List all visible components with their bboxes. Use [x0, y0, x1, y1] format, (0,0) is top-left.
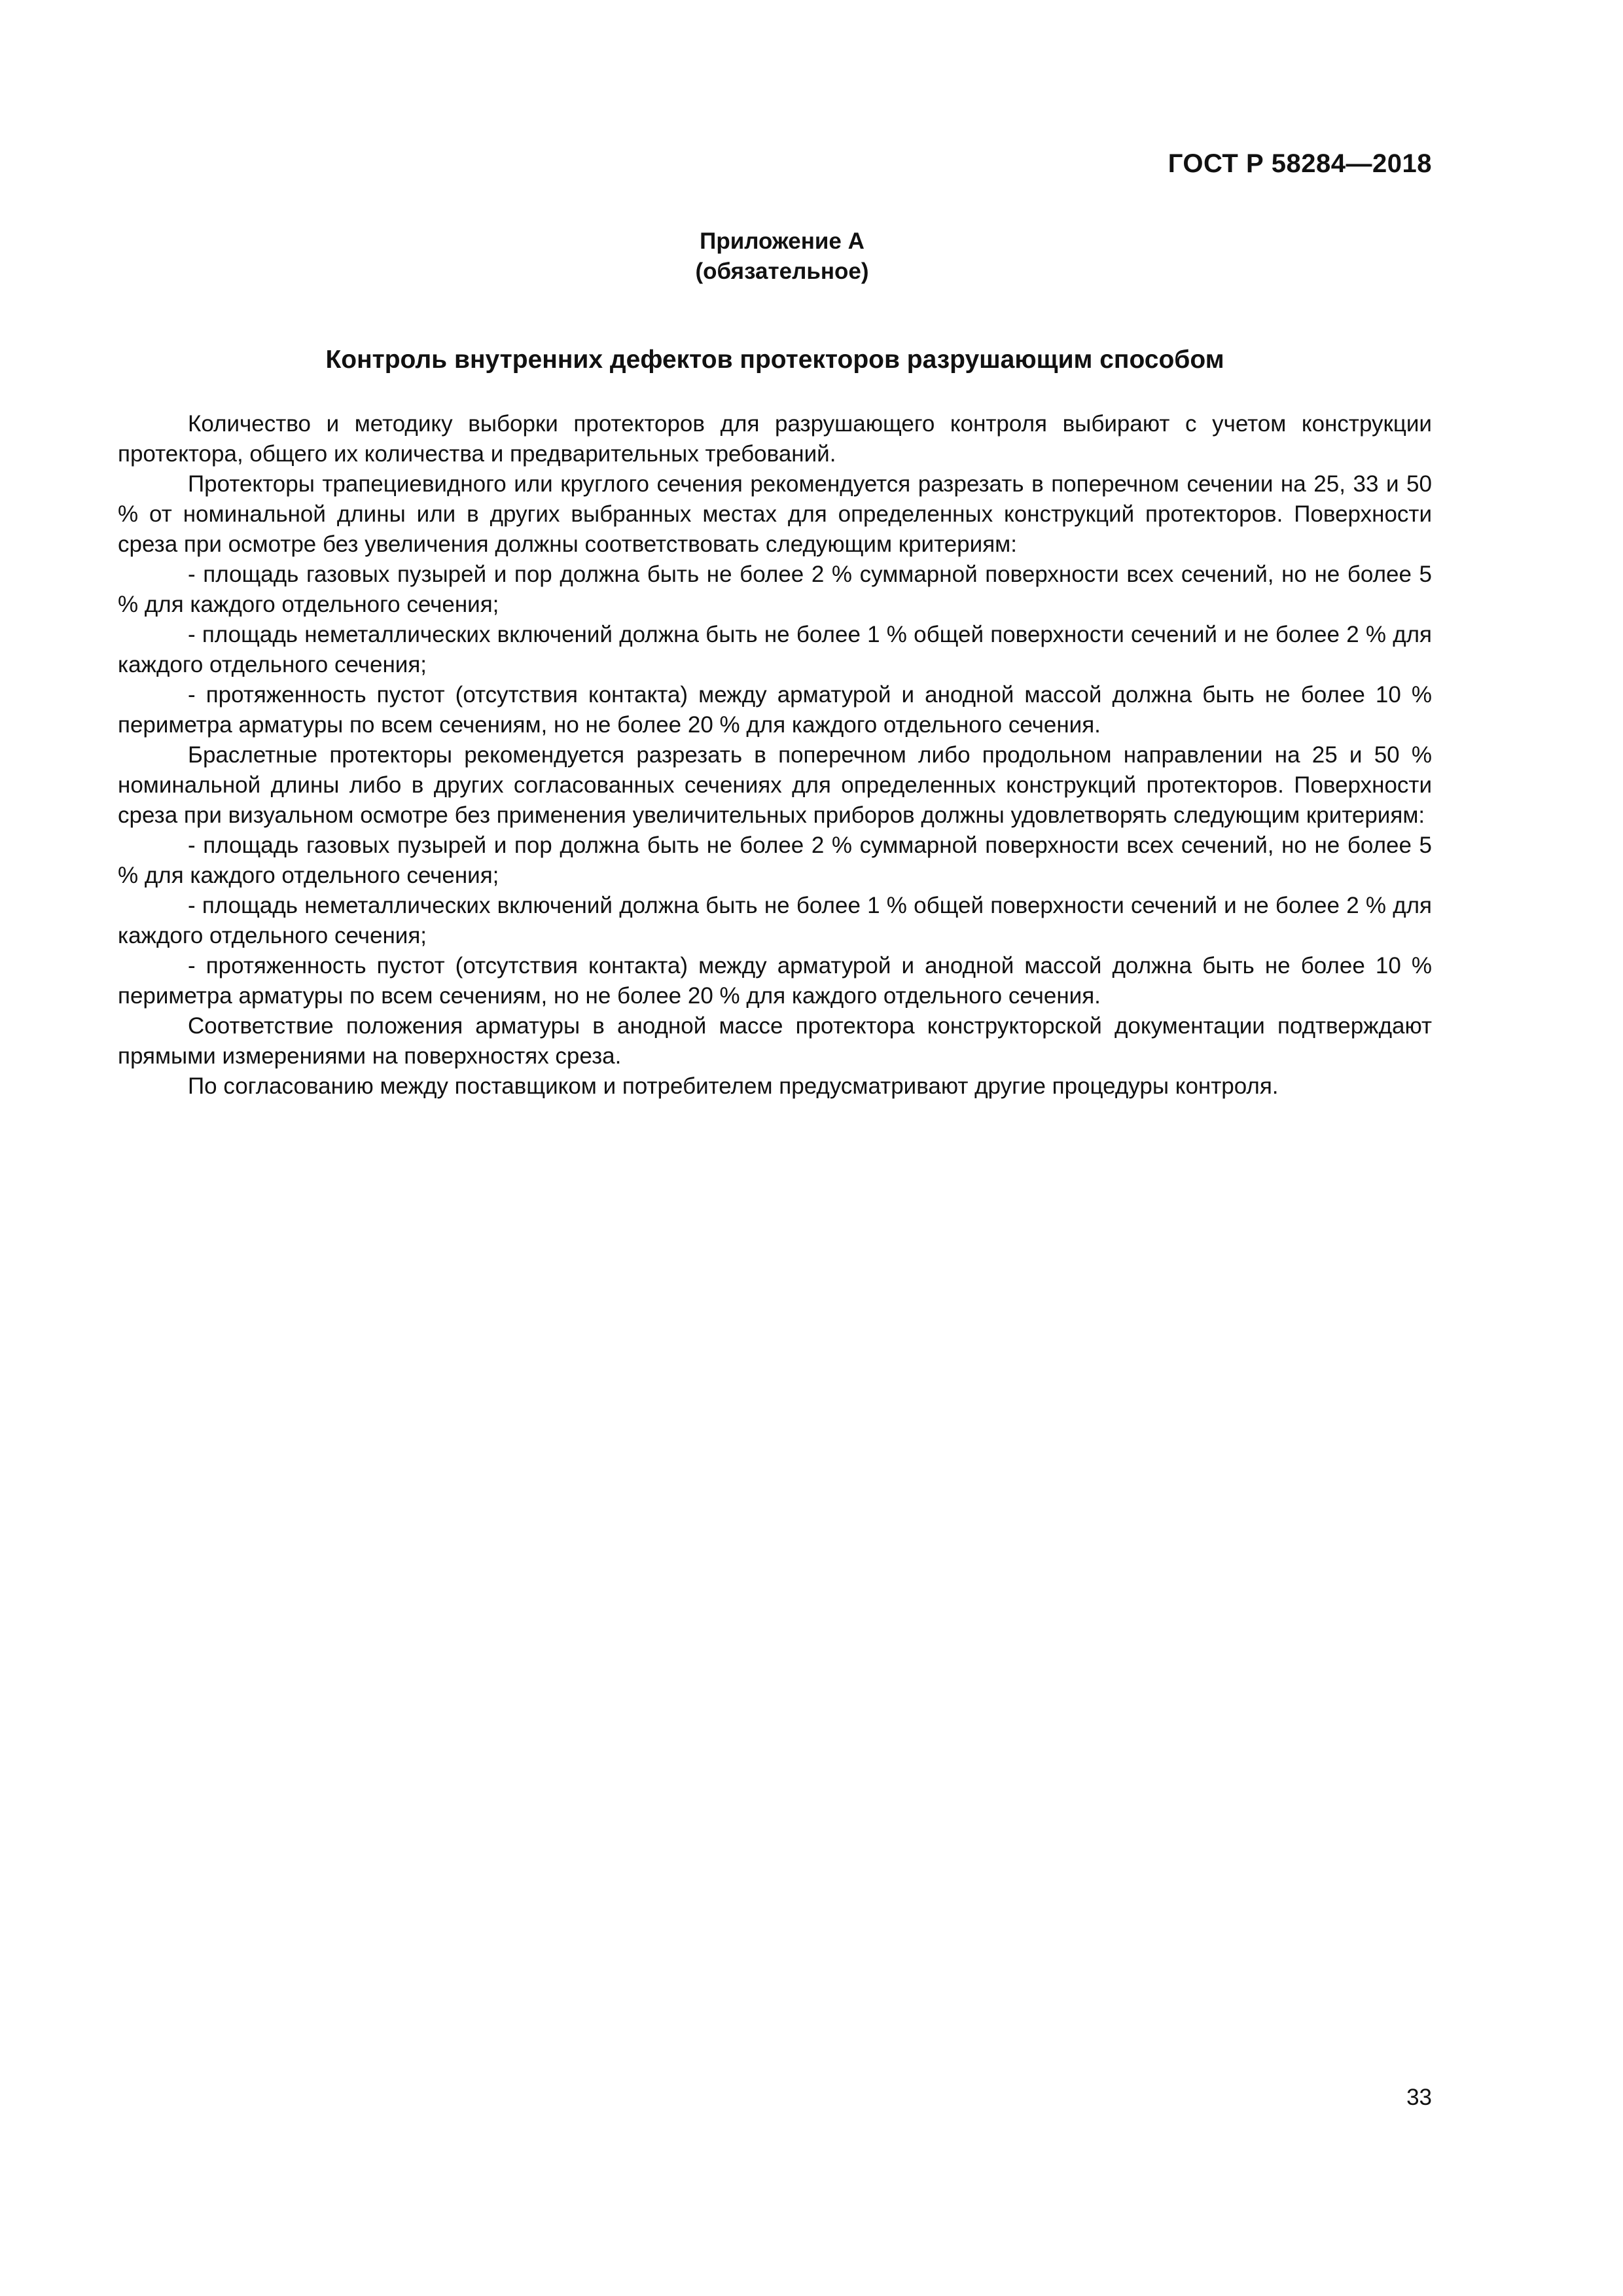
annex-status: (обязательное) — [695, 259, 869, 284]
list-item: - площадь неметаллических включений должна быть не более 1 % общей поверхности сечений и не более 2 % для каждого отдельного сечения; — [118, 622, 1432, 677]
list-item: - протяженность пустот (отсутствия контакта) между арматурой и анодной массой должна быть не более 10 % периметра арматуры по всем сечениям, но не более 20 % для каждого отдельного сечения. — [118, 953, 1432, 1009]
list-item: - площадь газовых пузырей и пор должна быть не более 2 % суммарной поверхности всех сечений, но не более 5 % для каждого отдельного сечения; — [118, 833, 1432, 888]
paragraph: По согласованию между поставщиком и потребителем предусматривают другие процедуры контроля. — [188, 1073, 1279, 1099]
list-item: - протяженность пустот (отсутствия контакта) между арматурой и анодной массой должна быть не более 10 % периметра арматуры по всем сечениям, но не более 20 % для каждого отдельного сечения. — [118, 682, 1432, 738]
paragraph: Протекторы трапециевидного или круглого сечения рекомендуется разрезать в поперечном сечении на 25, 33 и 50 % от номинальной длины или в других выбранных местах для определенных конструкций протекторов. Поверхности среза при осмотре без увеличения должны соответствовать следующим критериям: — [118, 471, 1432, 557]
paragraph: Браслетные протекторы рекомендуется разрезать в поперечном либо продольном направлении на 25 и 50 % номинальной длины либо в других согласованных сечениях для определенных конструкций протекторов. Поверхности среза при визуальном осмотре без применения увеличительных приборов должны удовлетворять следующим критериям: — [118, 742, 1432, 828]
annex-heading — [0, 226, 1564, 287]
list-item: - площадь неметаллических включений должна быть не более 1 % общей поверхности сечений и не более 2 % для каждого отдельного сечения; — [118, 893, 1432, 948]
annex-title: Контроль внутренних дефектов протекторов разрушающим способом — [325, 346, 1224, 374]
page-number: 33 — [1406, 2085, 1432, 2110]
annex-body — [118, 409, 1432, 1102]
annex-label: Приложение А — [700, 228, 865, 254]
paragraph: Количество и методику выборки протекторов для разрушающего контроля выбирают с учетом конструкции протектора, общего их количества и предварительных требований. — [118, 411, 1432, 467]
list-item: - площадь газовых пузырей и пор должна быть не более 2 % суммарной поверхности всех сечений, но не более 5 % для каждого отдельного сечения; — [118, 562, 1432, 617]
document-code: ГОСТ Р 58284—2018 — [1168, 149, 1432, 178]
paragraph: Соответствие положения арматуры в анодной массе протектора конструкторской документации подтверждают прямыми измерениями на поверхностях среза. — [118, 1013, 1432, 1069]
